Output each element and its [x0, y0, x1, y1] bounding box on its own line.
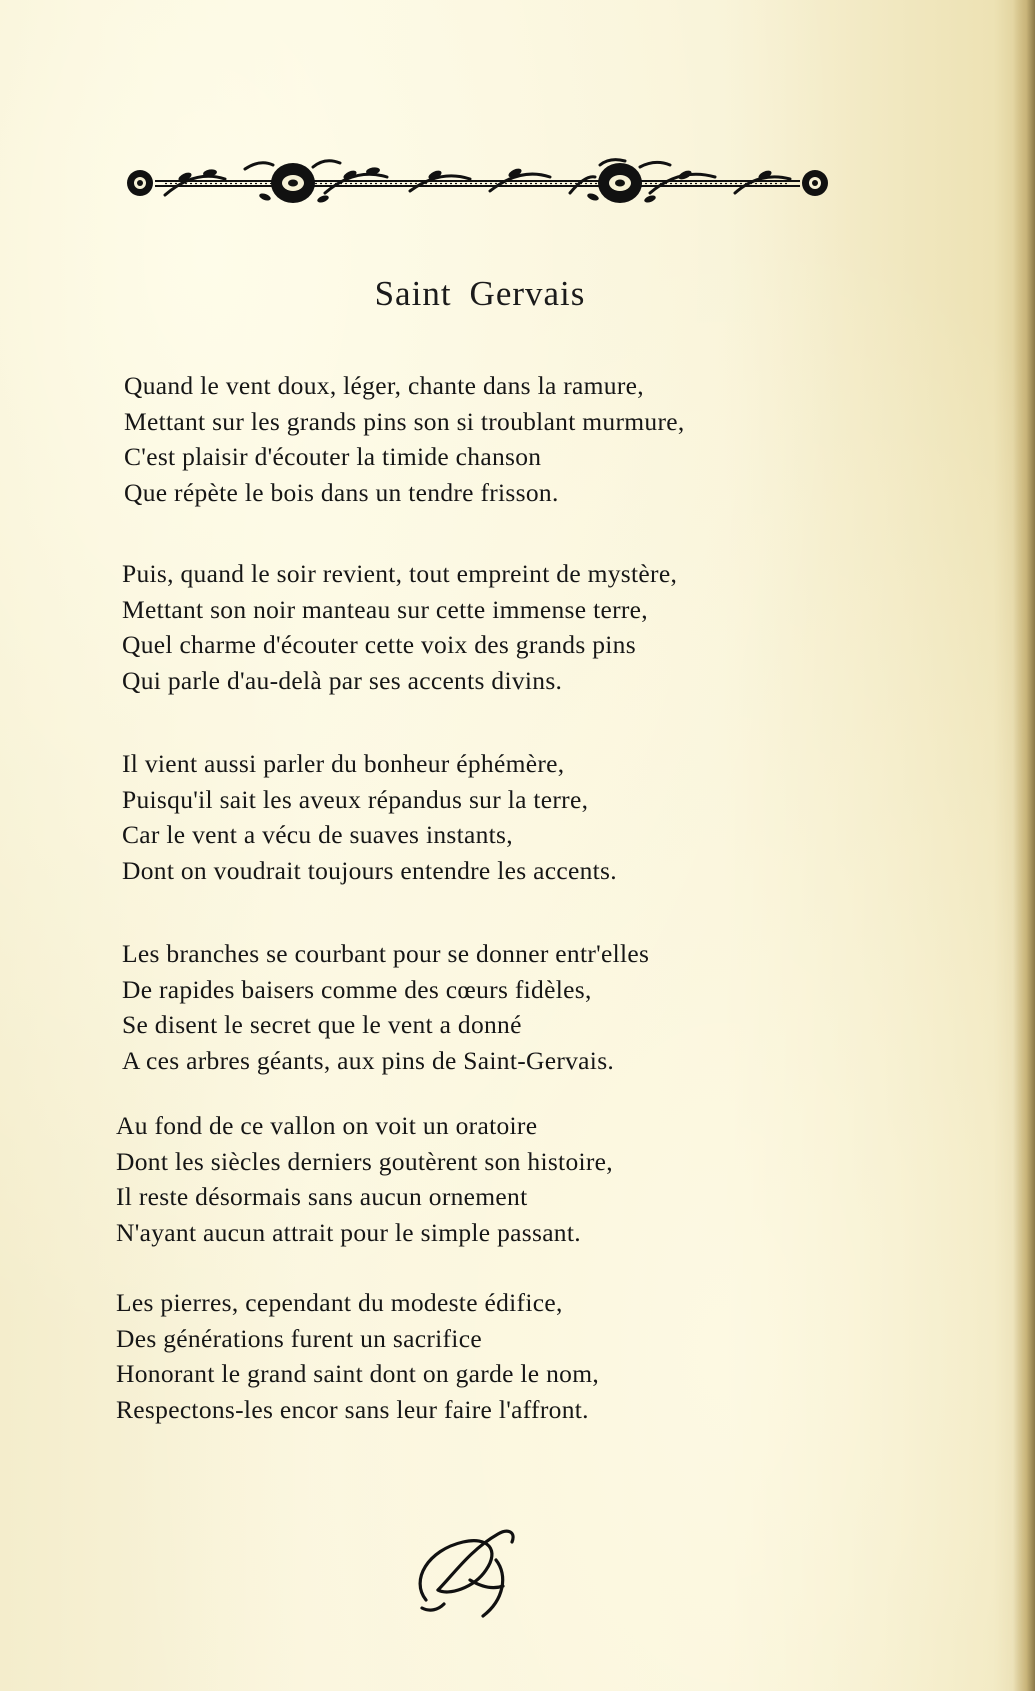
- verse-line: Il vient aussi parler du bonheur éphémère,: [122, 749, 565, 778]
- poem-title-word-2: Gervais: [469, 274, 586, 313]
- verse-line: C'est plaisir d'écouter la timide chanson: [124, 442, 542, 471]
- stanza-4: [122, 936, 649, 1078]
- verse-line: Quel charme d'écouter cette voix des grands pins: [122, 630, 636, 659]
- verse-line: Dont les siècles derniers goutèrent son histoire,: [116, 1146, 613, 1176]
- verse-line: Quand le vent doux, léger, chante dans la ramure,: [124, 371, 644, 400]
- verse-line: Respectons-les encor sans leur faire l'affront.: [116, 1394, 589, 1424]
- poem-title-word-1: Saint: [374, 274, 452, 313]
- stanza-2: [122, 556, 677, 698]
- verse-line: Qui parle d'au-delà par ses accents divins.: [122, 665, 563, 695]
- stanza-6: [116, 1285, 599, 1427]
- page-edge: [1013, 0, 1035, 1691]
- verse-line: Dont on voudrait toujours entendre les accents.: [122, 855, 617, 885]
- verse-line: Puis, quand le soir revient, tout empreint de mystère,: [122, 559, 678, 588]
- verse-line: Que répète le bois dans un tendre frisson.: [124, 477, 559, 507]
- signature-flourish-icon: [408, 1520, 533, 1625]
- verse-line: Mettant sur les grands pins son si troublant murmure,: [124, 406, 685, 436]
- verse-line: Se disent le secret que le vent a donné: [122, 1010, 522, 1039]
- stanza-3: [122, 746, 617, 888]
- verse-line: Mettant son noir manteau sur cette immense terre,: [122, 594, 648, 624]
- verse-line: A ces arbres géants, aux pins de Saint-Gervais.: [122, 1045, 615, 1075]
- verse-line: Les pierres, cependant du modeste édifice,: [116, 1288, 563, 1317]
- verse-line: Honorant le grand saint dont on garde le nom,: [116, 1359, 600, 1388]
- verse-line: N'ayant aucun attrait pour le simple passant.: [116, 1217, 581, 1247]
- verse-line: Car le vent a vécu de suaves instants,: [122, 820, 513, 849]
- verse-line: Des générations furent un sacrifice: [116, 1323, 482, 1353]
- verse-line: Au fond de ce vallon on voit un oratoire: [116, 1111, 538, 1140]
- stanza-1: [124, 368, 685, 510]
- verse-line: Les branches se courbant pour se donner entr'elles: [122, 939, 650, 968]
- floral-border-ornament-icon: [125, 155, 830, 211]
- stanza-5: [116, 1108, 613, 1250]
- verse-line: De rapides baisers comme des cœurs fidèles,: [122, 974, 592, 1004]
- verse-line: Puisqu'il sait les aveux répandus sur la terre,: [122, 784, 589, 814]
- poem-title: [0, 274, 960, 314]
- verse-line: Il reste désormais sans aucun ornement: [116, 1182, 528, 1211]
